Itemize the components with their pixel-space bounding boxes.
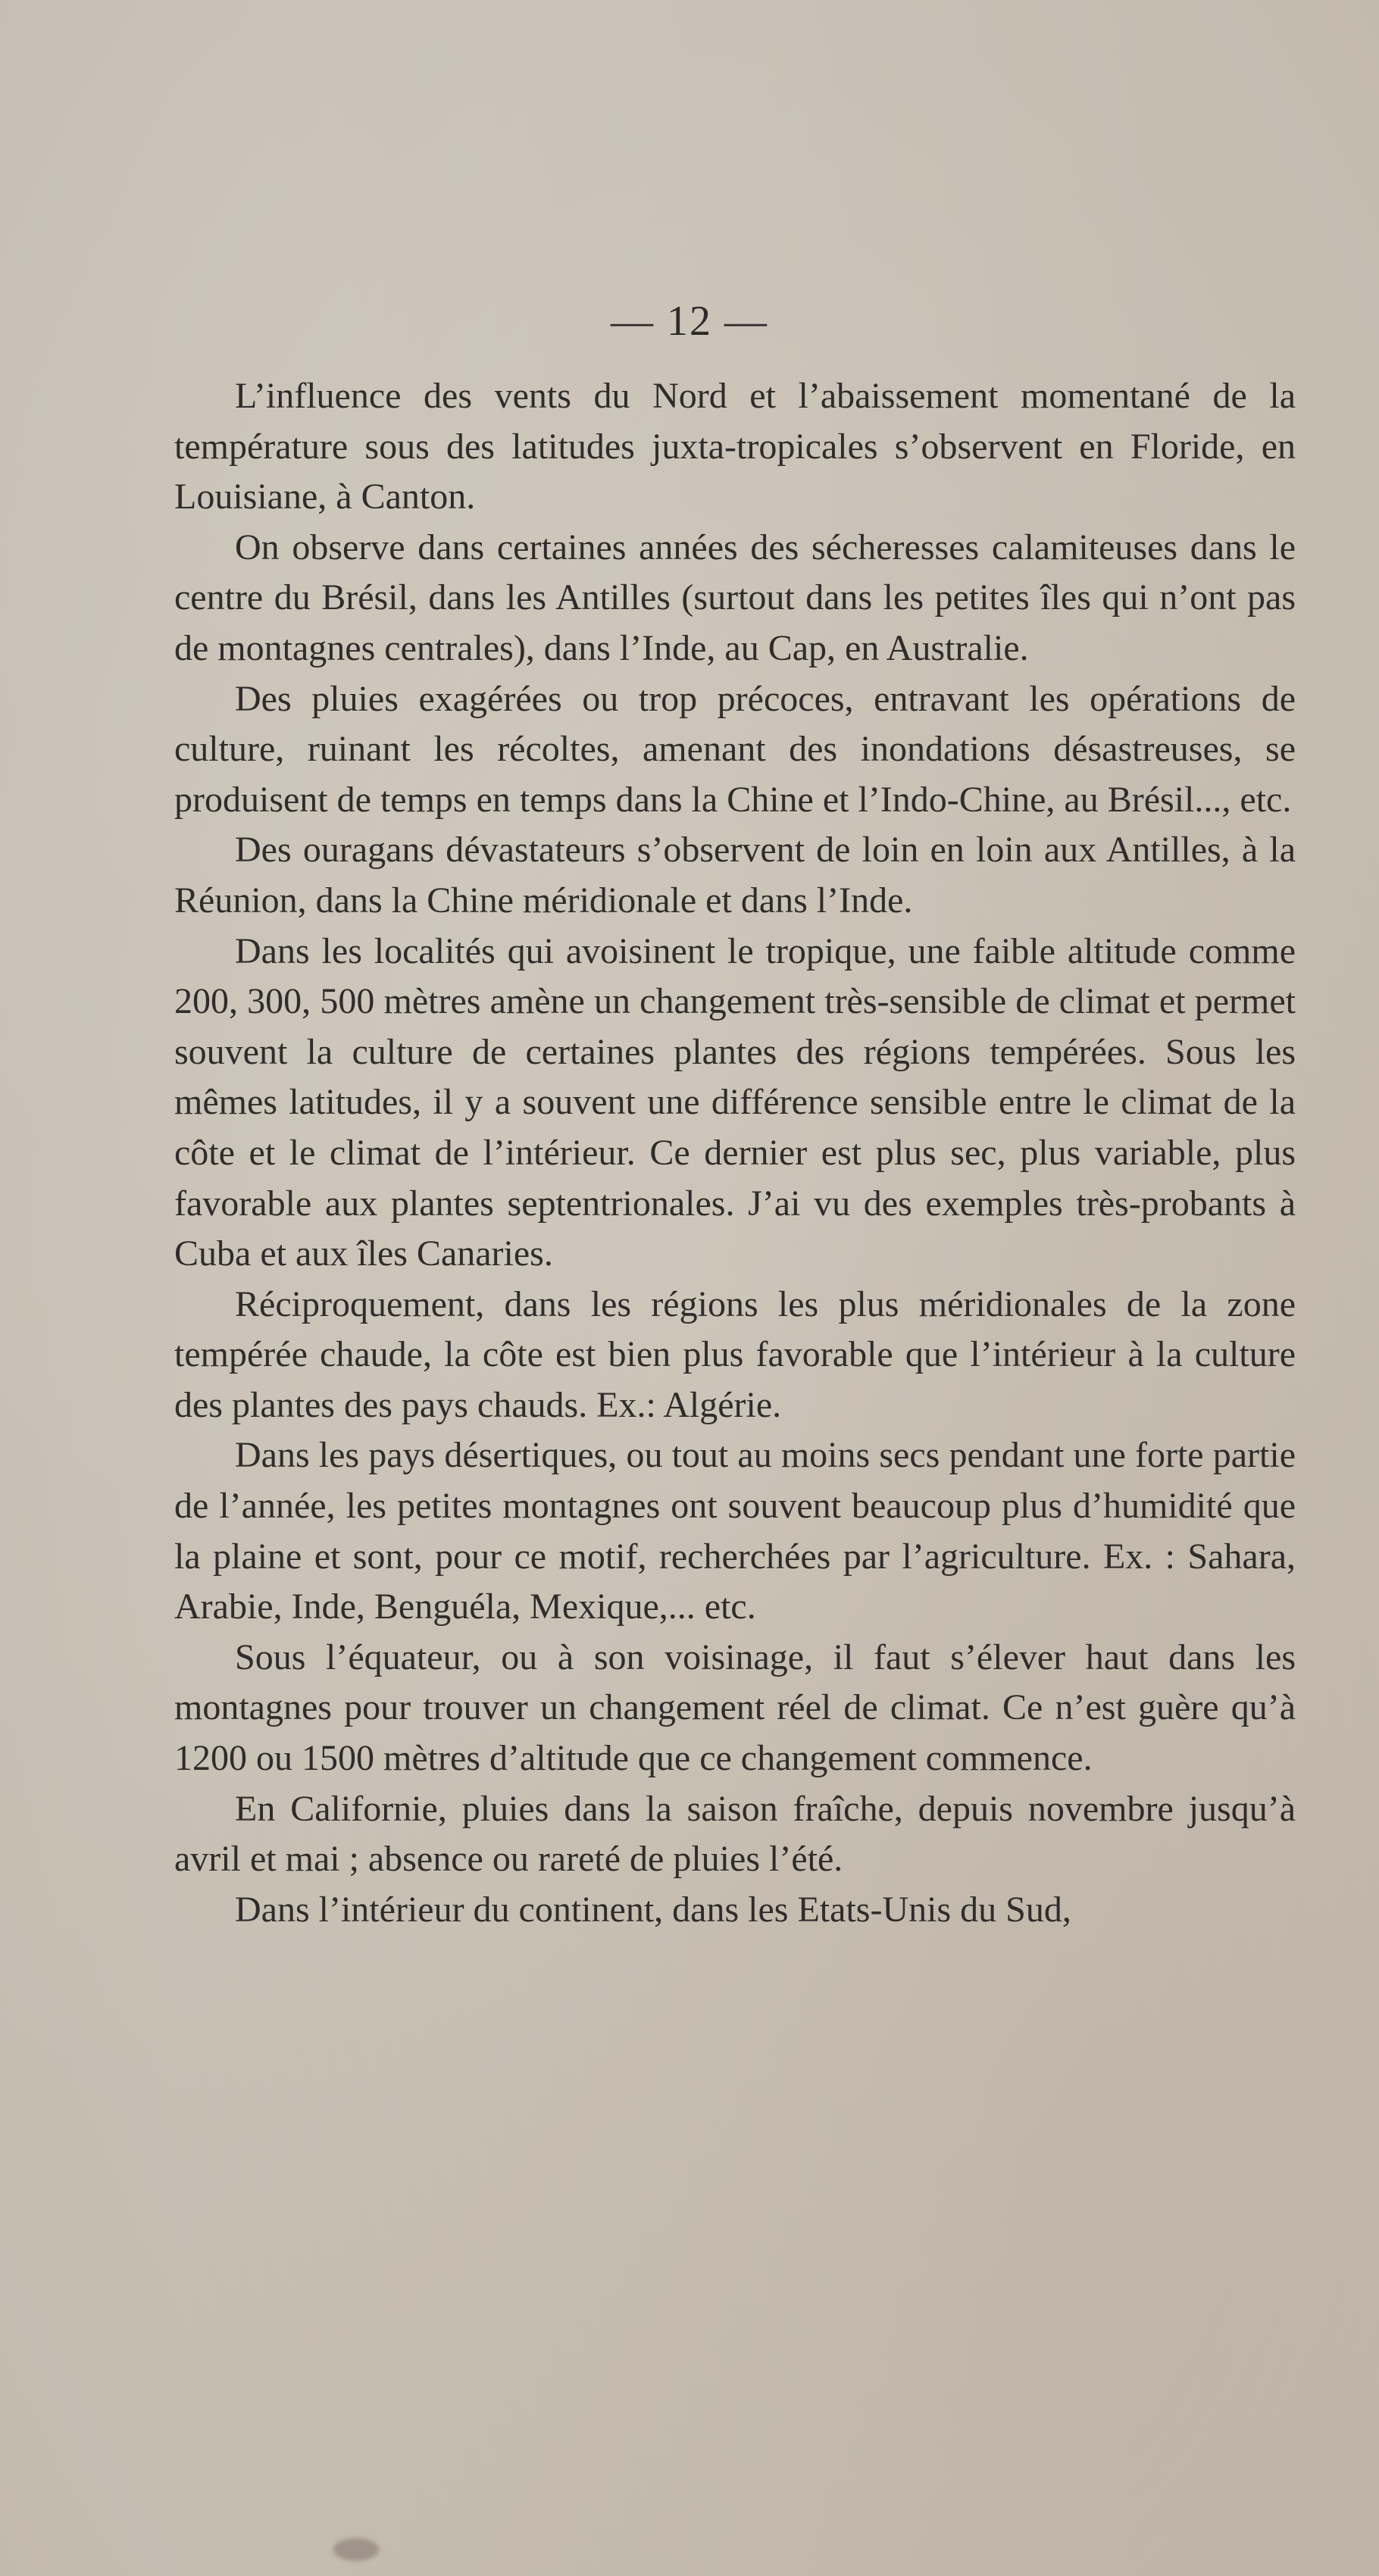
page-number: — 12 — — [611, 298, 768, 345]
paragraph-vents-du-nord: L’influence des vents du Nord et l’abaissement momentané de la température sous des latitudes juxta-tropicales s’observent en Floride, en Louisiane, à Canton. — [174, 376, 1296, 517]
paragraph-ouragans: Des ouragans dévastateurs s’observent de loin en loin aux Antilles, à la Réunion, dans la Chine méridionale et dans l’Inde. — [174, 830, 1296, 921]
paragraph-reciproquement: Réciproquement, dans les régions les plus méridionales de la zone tempérée chaude, la côte est bien plus favorable que l’intérieur à la culture des plantes des pays chauds. Ex.: Algérie. — [174, 1283, 1296, 1425]
paragraph-pluies-exagerees: Des pluies exagérées ou trop précoces, entravant les opérations de culture, ruinant les récoltes, amenant des inondations désastreuses, se produisent de temps en temps dans la Chine et l’Indo-Chine, au Brésil..., etc. — [174, 678, 1296, 820]
paragraph-equateur: Sous l’équateur, ou à son voisinage, il faut s’élever haut dans les montagnes pour trouver un changement réel de climat. Ce n’est guère qu’à 1200 ou 1500 mètres d’altitude que ce changement commence. — [174, 1637, 1296, 1779]
body-text — [174, 371, 1296, 1935]
paragraph-altitude-tropique: Dans les localités qui avoisinent le tropique, une faible altitude comme 200, 300, 500 mètres amène un changement très-sensible de climat et permet souvent la culture de certaines plantes des régions tempérées. Sous les mêmes latitudes, il y a souvent une différence sensible entre le climat de la côte et le climat de l’intérieur. Ce dernier est plus sec, plus variable, plus favorable aux plantes septentrionales. J’ai vu des exemples très-probants à Cuba et aux îles Canaries. — [174, 930, 1296, 1274]
paragraph-pays-desertiques: Dans les pays désertiques, ou tout au moins secs pendant une forte partie de l’année, les petites montagnes ont souvent beaucoup plus d’humidité que la plaine et sont, pour ce motif, recherchées par l’agriculture. Ex. : Sahara, Arabie, Inde, Benguéla, Mexique,... etc. — [174, 1435, 1296, 1627]
paragraph-etats-unis: Dans l’intérieur du continent, dans les Etats-Unis du Sud, — [235, 1889, 1071, 1930]
paragraph-secheresses: On observe dans certaines années des sécheresses calamiteuses dans le centre du Brésil, dans les Antilles (surtout dans les petites îles qui n’ont pas de montagnes centrales), dans l’Inde, au Cap, en Australie. — [174, 527, 1296, 668]
paragraph-californie: En Californie, pluies dans la saison fraîche, depuis novembre jusqu’à avril et mai ; absence ou rareté de pluies l’été. — [174, 1788, 1296, 1880]
ink-stain — [333, 2538, 379, 2561]
